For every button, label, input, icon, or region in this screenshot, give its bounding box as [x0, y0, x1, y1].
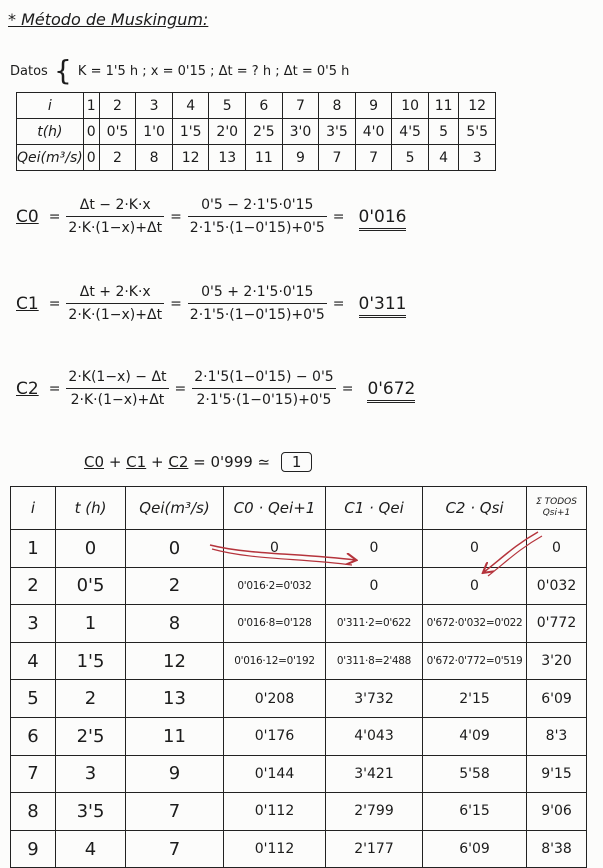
- cell-c2: 0'672·0'032=0'022: [423, 605, 527, 643]
- coef-label: C1: [16, 293, 39, 314]
- input-table-row: [17, 145, 496, 171]
- input-cell: 2'5: [246, 119, 283, 145]
- input-cell: 3: [459, 145, 496, 171]
- datos-line: Datos { K = 1'5 h ; x = 0'15 ; Δt = ? h ; Δt = 0'5 h: [10, 54, 350, 87]
- input-cell: 1'0: [136, 119, 173, 145]
- cell-c0: 0'016·2=0'032: [224, 567, 326, 605]
- cell-i: 8: [11, 793, 56, 831]
- equals-sign: =: [48, 208, 61, 225]
- input-cell: 7: [319, 145, 356, 171]
- column-header: C1 · Qei: [326, 487, 423, 530]
- coef-result: 0'311: [359, 294, 407, 318]
- cell-sum: 6'09: [527, 680, 587, 718]
- input-row-header: i: [17, 93, 84, 119]
- input-cell: 10: [392, 93, 429, 119]
- equals-sign: =: [170, 295, 182, 312]
- input-cell: 7: [282, 93, 319, 119]
- sum-c2: C2: [168, 453, 189, 471]
- cell-q: 8: [126, 605, 224, 643]
- table-row: [11, 530, 587, 568]
- cell-i: 5: [11, 680, 56, 718]
- coef-label: C0: [16, 206, 39, 227]
- input-cell: 4'5: [392, 119, 429, 145]
- input-row-header: t(h): [17, 119, 84, 145]
- denominator: 2·1'5·(1−0'15)+0'5: [189, 220, 325, 236]
- cell-c1: 4'043: [326, 717, 423, 755]
- cell-c2: 4'09: [423, 717, 527, 755]
- numerator: 2·K(1−x) − Δt: [66, 369, 168, 389]
- input-cell: 8: [136, 145, 173, 171]
- formula-c0: [16, 197, 406, 236]
- plus-sign: +: [108, 453, 122, 471]
- input-cell: 3'5: [319, 119, 356, 145]
- sum-equals: = 0'999 ≃: [193, 453, 271, 471]
- numerator: 0'5 + 2·1'5·0'15: [188, 284, 327, 304]
- column-header: i: [11, 487, 56, 530]
- datos-dt-unknown: Δt = ? h: [218, 64, 272, 79]
- cell-c1: 0: [326, 530, 423, 568]
- cell-c2: 0: [423, 567, 527, 605]
- cell-c1: 0'311·2=0'622: [326, 605, 423, 643]
- input-cell: 3: [136, 93, 173, 119]
- cell-i: 2: [11, 567, 56, 605]
- formula-c2: [16, 369, 415, 408]
- cell-sum: 0: [527, 530, 587, 568]
- input-cell: 0: [83, 145, 99, 171]
- sum-result-box: 1: [281, 452, 313, 472]
- cell-c0: 0'208: [224, 680, 326, 718]
- table-row: [11, 680, 587, 718]
- denominator: 2·K·(1−x)+Δt: [68, 220, 163, 236]
- cell-q: 13: [126, 680, 224, 718]
- input-cell: 12: [459, 93, 496, 119]
- numerator: 0'5 − 2·1'5·0'15: [188, 197, 327, 217]
- cell-t: 4: [56, 830, 126, 868]
- sum-header-bottom: Qsi+1: [542, 508, 571, 518]
- equals-sign: =: [170, 208, 182, 225]
- plus-sign: +: [150, 453, 164, 471]
- numeric-fraction: [188, 197, 327, 236]
- cell-q: 7: [126, 793, 224, 831]
- cell-sum: 9'06: [527, 793, 587, 831]
- cell-t: 1'5: [56, 642, 126, 680]
- datos-dt: Δt = 0'5 h: [283, 64, 350, 79]
- cell-c2: 0'672·0'772=0'519: [423, 642, 527, 680]
- cell-c0: 0'016·8=0'128: [224, 605, 326, 643]
- numeric-fraction: [188, 284, 327, 323]
- cell-q: 2: [126, 567, 224, 605]
- denominator: 2·1'5·(1−0'15)+0'5: [196, 392, 332, 408]
- cell-c0: 0'112: [224, 830, 326, 868]
- table-row: [11, 717, 587, 755]
- column-header: Qei(m³/s): [126, 487, 224, 530]
- cell-t: 0: [56, 530, 126, 568]
- coef-result: 0'672: [367, 379, 415, 403]
- numeric-fraction: [192, 369, 335, 408]
- cell-q: 9: [126, 755, 224, 793]
- input-cell: 2: [99, 93, 136, 119]
- datos-x: x = 0'15: [150, 64, 206, 79]
- cell-t: 1: [56, 605, 126, 643]
- input-cell: 2'0: [209, 119, 246, 145]
- cell-c1: 3'732: [326, 680, 423, 718]
- coef-result: 0'016: [359, 207, 407, 231]
- cell-t: 2: [56, 680, 126, 718]
- table-row: [11, 830, 587, 868]
- sum-check: [84, 452, 312, 472]
- table-row: [11, 605, 587, 643]
- numerator: Δt + 2·K·x: [66, 284, 164, 304]
- cell-sum: 0'772: [527, 605, 587, 643]
- cell-sum: 8'38: [527, 830, 587, 868]
- cell-c2: 0: [423, 530, 527, 568]
- input-cell: 0'5: [99, 119, 136, 145]
- input-cell: 5: [428, 119, 458, 145]
- input-row-header: Qei(m³/s): [17, 145, 84, 171]
- page-title: * Método de Muskingum:: [8, 10, 209, 29]
- sum-c0: C0: [84, 453, 105, 471]
- cell-c0: 0'112: [224, 793, 326, 831]
- cell-c2: 6'15: [423, 793, 527, 831]
- input-cell: 9: [355, 93, 392, 119]
- input-cell: 4: [172, 93, 209, 119]
- formula-c1: [16, 284, 406, 323]
- symbolic-fraction: [66, 284, 164, 323]
- cell-t: 2'5: [56, 717, 126, 755]
- symbolic-fraction: [66, 197, 164, 236]
- input-table: [16, 92, 496, 171]
- table-row: [11, 793, 587, 831]
- input-cell: 5'5: [459, 119, 496, 145]
- input-cell: 4'0: [355, 119, 392, 145]
- routing-table: [10, 486, 587, 868]
- cell-c1: 3'421: [326, 755, 423, 793]
- input-cell: 4: [428, 145, 458, 171]
- input-cell: 5: [209, 93, 246, 119]
- cell-c2: 6'09: [423, 830, 527, 868]
- input-cell: 2: [99, 145, 136, 171]
- cell-t: 3: [56, 755, 126, 793]
- column-header: t (h): [56, 487, 126, 530]
- input-cell: 11: [428, 93, 458, 119]
- cell-c0: 0'176: [224, 717, 326, 755]
- cell-c1: 2'177: [326, 830, 423, 868]
- cell-c1: 0'311·8=2'488: [326, 642, 423, 680]
- sum-header-top: Σ TODOS: [536, 497, 577, 507]
- denominator: 2·K·(1−x)+Δt: [70, 392, 165, 408]
- input-cell: 9: [282, 145, 319, 171]
- input-cell: 3'0: [282, 119, 319, 145]
- cell-q: 12: [126, 642, 224, 680]
- numerator: Δt − 2·K·x: [66, 197, 164, 217]
- datos-label: Datos: [10, 64, 48, 79]
- cell-c1: 2'799: [326, 793, 423, 831]
- input-cell: 1: [83, 93, 99, 119]
- equals-sign: =: [332, 208, 345, 225]
- cell-sum: 9'15: [527, 755, 587, 793]
- cell-i: 6: [11, 717, 56, 755]
- cell-c0: 0'144: [224, 755, 326, 793]
- datos-k: K = 1'5 h: [77, 64, 139, 79]
- input-cell: 13: [209, 145, 246, 171]
- cell-c0: 0'016·12=0'192: [224, 642, 326, 680]
- brace-icon: {: [53, 54, 72, 87]
- symbolic-fraction: [66, 369, 168, 408]
- equals-sign: =: [48, 295, 61, 312]
- cell-i: 3: [11, 605, 56, 643]
- sum-c1: C1: [126, 453, 147, 471]
- equals-sign: =: [48, 380, 61, 397]
- input-table-row: [17, 119, 496, 145]
- cell-sum: 3'20: [527, 642, 587, 680]
- cell-i: 4: [11, 642, 56, 680]
- table-row: [11, 567, 587, 605]
- cell-c1: 0: [326, 567, 423, 605]
- input-cell: 8: [319, 93, 356, 119]
- cell-c2: 2'15: [423, 680, 527, 718]
- cell-sum: 0'032: [527, 567, 587, 605]
- cell-i: 7: [11, 755, 56, 793]
- column-header-sum: [527, 487, 587, 530]
- cell-c0: 0: [224, 530, 326, 568]
- cell-q: 0: [126, 530, 224, 568]
- cell-c2: 5'58: [423, 755, 527, 793]
- numerator: 2·1'5(1−0'15) − 0'5: [192, 369, 335, 389]
- cell-i: 1: [11, 530, 56, 568]
- input-cell: 11: [246, 145, 283, 171]
- column-header: C0 · Qei+1: [224, 487, 326, 530]
- input-cell: 7: [355, 145, 392, 171]
- cell-t: 0'5: [56, 567, 126, 605]
- equals-sign: =: [174, 380, 187, 397]
- input-cell: 1'5: [172, 119, 209, 145]
- input-cell: 6: [246, 93, 283, 119]
- input-cell: 0: [83, 119, 99, 145]
- cell-q: 11: [126, 717, 224, 755]
- denominator: 2·K·(1−x)+Δt: [68, 307, 163, 323]
- table-row: [11, 642, 587, 680]
- equals-sign: =: [341, 380, 354, 397]
- cell-sum: 8'3: [527, 717, 587, 755]
- cell-t: 3'5: [56, 793, 126, 831]
- denominator: 2·1'5·(1−0'15)+0'5: [189, 307, 325, 323]
- equals-sign: =: [332, 295, 345, 312]
- cell-i: 9: [11, 830, 56, 868]
- column-header: C2 · Qsi: [423, 487, 527, 530]
- cell-q: 7: [126, 830, 224, 868]
- routing-header-row: [11, 487, 587, 530]
- input-cell: 12: [172, 145, 209, 171]
- input-table-row: [17, 93, 496, 119]
- input-cell: 5: [392, 145, 429, 171]
- table-row: [11, 755, 587, 793]
- coef-label: C2: [16, 378, 39, 399]
